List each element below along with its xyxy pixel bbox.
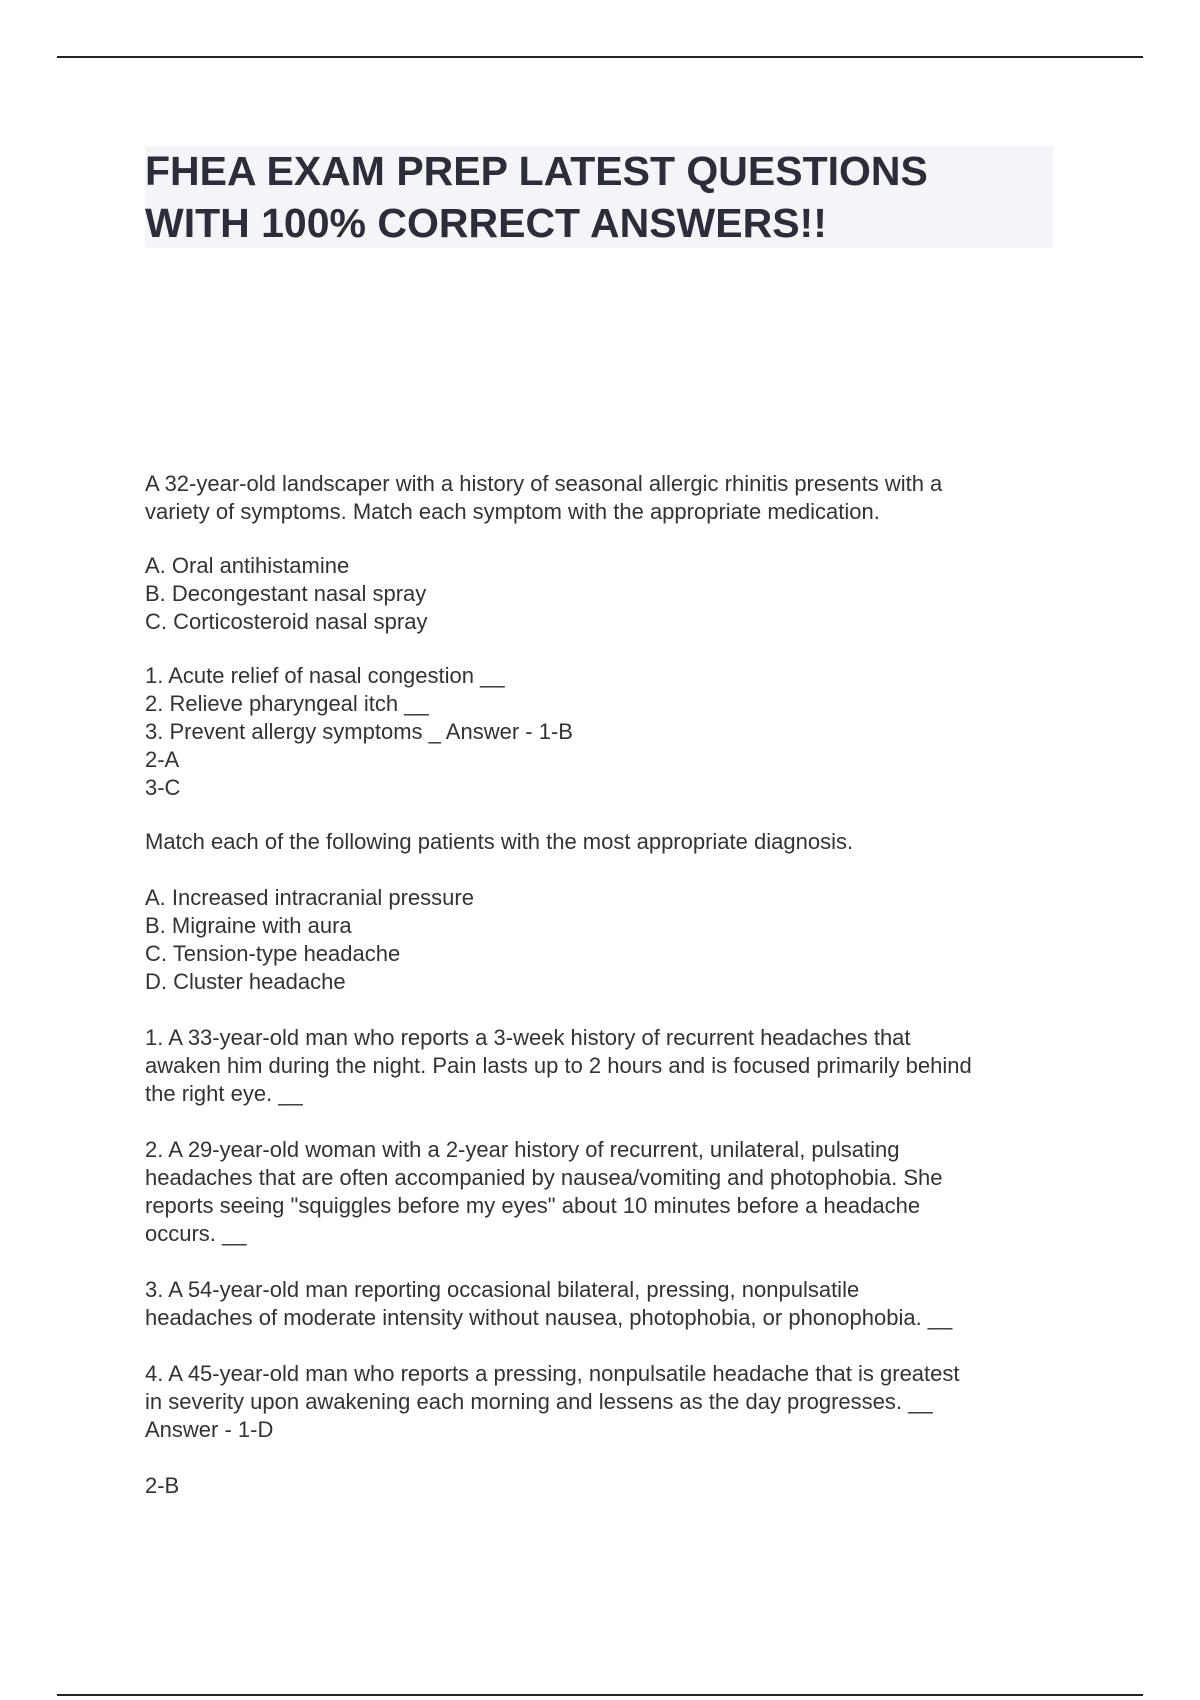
question-2-case-2-line-3: reports seeing "squiggles before my eyes" about 10 minutes before a headache xyxy=(145,1193,921,1218)
question-1-stem-line-2: variety of symptoms. Match each symptom with the appropriate medication. xyxy=(145,499,880,524)
question-2-case-4-line-1: 4. A 45-year-old man who reports a pressing, nonpulsatile headache that is greatest xyxy=(145,1361,960,1386)
top-rule xyxy=(57,56,1143,58)
question-2 xyxy=(145,828,1075,1500)
question-1-item-3-answer: 3. Prevent allergy symptoms _ Answer - 1-B xyxy=(145,719,573,744)
question-2-case-2-line-2: headaches that are often accompanied by nausea/vomiting and photophobia. She xyxy=(145,1165,943,1190)
question-1-stem-line-1: A 32-year-old landscaper with a history of seasonal allergic rhinitis presents with a xyxy=(145,471,943,496)
question-2-answer-2: 2-B xyxy=(145,1473,180,1498)
question-2-case-3-line-1: 3. A 54-year-old man reporting occasional bilateral, pressing, nonpulsatile xyxy=(145,1277,860,1302)
question-2-case-2-line-1: 2. A 29-year-old woman with a 2-year history of recurrent, unilateral, pulsating xyxy=(145,1137,900,1162)
question-2-case-3-line-2: headaches of moderate intensity without nausea, photophobia, or phonophobia. __ xyxy=(145,1305,953,1330)
question-1-option-c: C. Corticosteroid nasal spray xyxy=(145,609,428,634)
question-2-case-1-line-1: 1. A 33-year-old man who reports a 3-week history of recurrent headaches that xyxy=(145,1025,911,1050)
question-2-option-d: D. Cluster headache xyxy=(145,969,346,994)
document-title-line-1: FHEA EXAM PREP LATEST QUESTIONS xyxy=(145,148,928,194)
question-2-case-1-line-3: the right eye. __ xyxy=(145,1081,303,1106)
question-1-answer-3: 3-C xyxy=(145,775,181,800)
document-title-line-2: WITH 100% CORRECT ANSWERS!! xyxy=(145,200,827,246)
question-1-option-b: B. Decongestant nasal spray xyxy=(145,581,427,606)
question-2-option-c: C. Tension-type headache xyxy=(145,941,401,966)
question-1 xyxy=(145,470,1075,802)
question-1-answer-2: 2-A xyxy=(145,747,180,772)
question-2-option-a: A. Increased intracranial pressure xyxy=(145,885,474,910)
question-2-answer-1: Answer - 1-D xyxy=(145,1417,274,1442)
question-2-case-2-line-4: occurs. __ xyxy=(145,1221,247,1246)
document-body xyxy=(145,470,1075,1500)
bottom-rule xyxy=(57,1694,1143,1696)
question-1-item-2: 2. Relieve pharyngeal itch __ xyxy=(145,691,429,716)
question-2-case-1-line-2: awaken him during the night. Pain lasts up to 2 hours and is focused primarily behind xyxy=(145,1053,972,1078)
question-2-option-b: B. Migraine with aura xyxy=(145,913,352,938)
question-1-option-a: A. Oral antihistamine xyxy=(145,553,350,578)
question-2-stem: Match each of the following patients with the most appropriate diagnosis. xyxy=(145,829,854,854)
question-2-case-4-line-2: in severity upon awakening each morning and lessens as the day progresses. __ xyxy=(145,1389,933,1414)
question-1-item-1: 1. Acute relief of nasal congestion __ xyxy=(145,663,505,688)
